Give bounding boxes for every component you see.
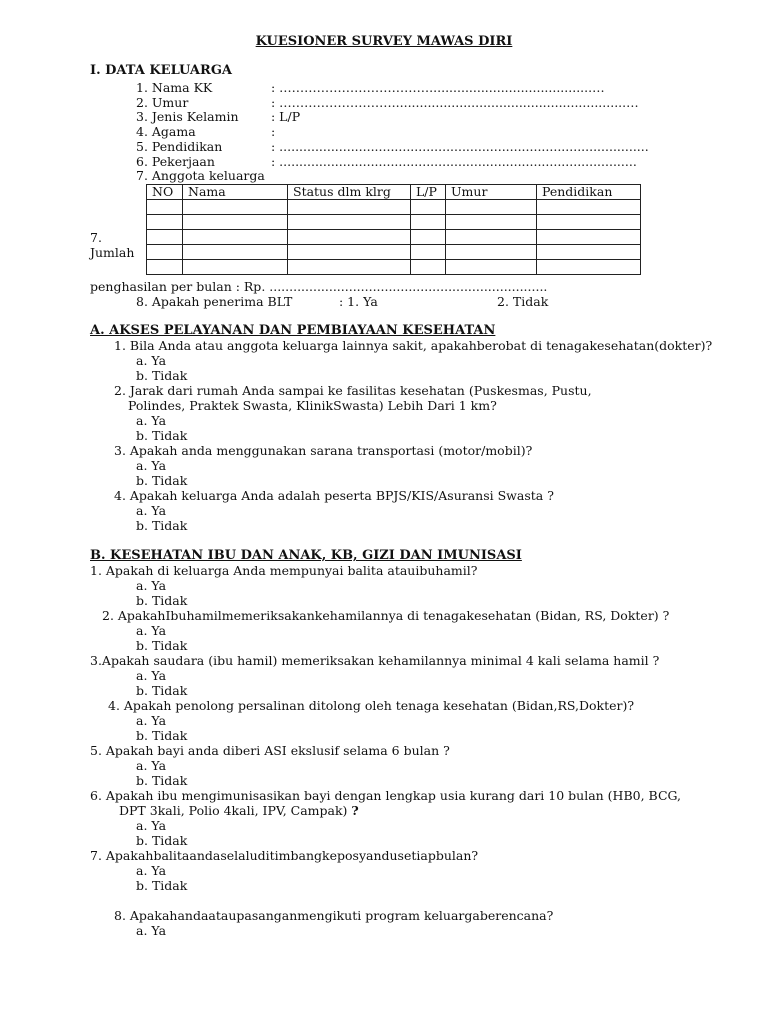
table-row (147, 260, 641, 275)
a-question-3: 3. Apakah anda menggunakan sarana transportasi (motor/mobil)? (114, 443, 533, 458)
table-row (147, 215, 641, 230)
table-cell[interactable] (537, 230, 641, 245)
income-line: penghasilan per bulan : Rp. ...................................................................... (90, 279, 548, 294)
b-question-6-line-2: DPT 3kali, Polio 4kali, IPV, Campak) (119, 803, 348, 818)
b-question-6-line-2-wrap (119, 803, 359, 818)
header-lp: L/P (411, 185, 446, 200)
table-cell[interactable] (147, 245, 183, 260)
header-nama: Nama (183, 185, 288, 200)
a-q3-option-b: b. Tidak (136, 473, 188, 488)
table-cell[interactable] (411, 230, 446, 245)
b-q3-option-b: b. Tidak (136, 683, 188, 698)
family-members-table (146, 184, 641, 275)
b-question-6-mark: ? (351, 803, 359, 818)
a-q3-option-a: a. Ya (136, 458, 167, 473)
field-label-agama: 4. Agama (136, 124, 196, 139)
table-cell[interactable] (147, 230, 183, 245)
header-pendidikan: Pendidikan (537, 185, 641, 200)
table-cell[interactable] (147, 200, 183, 215)
table-cell[interactable] (183, 215, 288, 230)
b-q4-option-a: a. Ya (136, 713, 167, 728)
b-question-3: 3.Apakah saudara (ibu hamil) memeriksakan kehamilannya minimal 4 kali selama hamil ? (90, 653, 660, 668)
b-q5-option-b: b. Tidak (136, 773, 188, 788)
table-row (147, 200, 641, 215)
field-value-agama: : (271, 124, 276, 139)
a-question-2-line-1: 2. Jarak dari rumah Anda sampai ke fasilitas kesehatan (Puskesmas, Pustu, (114, 383, 592, 398)
b-question-7: 7. Apakahbalitaandaselaluditimbangkeposyandusetiapbulan? (90, 848, 479, 863)
table-cell[interactable] (446, 245, 537, 260)
table-cell[interactable] (446, 200, 537, 215)
table-cell[interactable] (411, 215, 446, 230)
a-q2-option-b: b. Tidak (136, 428, 188, 443)
table-cell[interactable] (411, 260, 446, 275)
a-q1-option-a: a. Ya (136, 353, 167, 368)
b-question-8: 8. Apakahandaataupasanganmengikuti program keluargaberencana? (114, 908, 554, 923)
b-q1-option-b: b. Tidak (136, 593, 188, 608)
table-cell[interactable] (537, 260, 641, 275)
table-cell[interactable] (537, 200, 641, 215)
header-umur: Umur (446, 185, 537, 200)
blt-option-yes: : 1. Ya (339, 294, 378, 309)
field-value-pendidikan: : ............................................................................................. (271, 139, 649, 154)
a-question-4: 4. Apakah keluarga Anda adalah peserta BPJS/KIS/Asuransi Swasta ? (114, 488, 554, 503)
b-q4-option-b: b. Tidak (136, 728, 188, 743)
field-value-umur: : ………………………...........................................................… (271, 95, 639, 110)
b-q5-option-a: a. Ya (136, 758, 167, 773)
table-cell[interactable] (183, 245, 288, 260)
members-label: 7. Anggota keluarga (136, 168, 265, 183)
table-cell[interactable] (446, 230, 537, 245)
table-cell[interactable] (183, 200, 288, 215)
table-cell[interactable] (446, 215, 537, 230)
b-question-6-line-1: 6. Apakah ibu mengimunisasikan bayi dengan lengkap usia kurang dari 10 bulan (HB0, BCG, (90, 788, 682, 803)
b-q7-option-b: b. Tidak (136, 878, 188, 893)
b-q6-option-a: a. Ya (136, 818, 167, 833)
table-cell[interactable] (446, 260, 537, 275)
side-number: 7. (90, 230, 102, 245)
table-cell[interactable] (288, 260, 411, 275)
a-q1-option-b: b. Tidak (136, 368, 188, 383)
b-q8-option-a: a. Ya (136, 923, 167, 938)
b-q2-option-b: b. Tidak (136, 638, 188, 653)
blt-question: 8. Apakah penerima BLT (136, 294, 293, 309)
table-row (147, 245, 641, 260)
field-label-nama-kk: 1. Nama KK (136, 80, 213, 95)
table-cell[interactable] (288, 245, 411, 260)
b-q1-option-a: a. Ya (136, 578, 167, 593)
section-a-heading: A. AKSES PELAYANAN DAN PEMBIAYAAN KESEHATAN (90, 323, 496, 338)
field-value-pekerjaan: : .......................................................................................... (271, 154, 637, 169)
field-label-umur: 2. Umur (136, 95, 189, 110)
section-b-heading: B. KESEHATAN IBU DAN ANAK, KB, GIZI DAN IMUNISASI (90, 548, 522, 563)
b-question-1: 1. Apakah di keluarga Anda mempunyai balita atauibuhamil? (90, 563, 478, 578)
field-value-jenis-kelamin: : L/P (271, 109, 301, 124)
b-q2-option-a: a. Ya (136, 623, 167, 638)
field-label-pekerjaan: 6. Pekerjaan (136, 154, 215, 169)
table-cell[interactable] (288, 215, 411, 230)
table-cell[interactable] (411, 245, 446, 260)
field-label-pendidikan: 5. Pendidikan (136, 139, 223, 154)
a-q2-option-a: a. Ya (136, 413, 167, 428)
b-question-5: 5. Apakah bayi anda diberi ASI ekslusif selama 6 bulan ? (90, 743, 450, 758)
b-question-2: 2. ApakahIbuhamilmemeriksakankehamilannya di tenagakesehatan (Bidan, RS, Dokter) ? (102, 608, 670, 623)
table-cell[interactable] (537, 215, 641, 230)
blt-option-no: 2. Tidak (497, 294, 549, 309)
table-cell[interactable] (147, 260, 183, 275)
header-status: Status dlm klrg (288, 185, 411, 200)
a-question-2-line-2: Polindes, Praktek Swasta, KlinikSwasta) Lebih Dari 1 km? (128, 398, 497, 413)
table-cell[interactable] (147, 215, 183, 230)
header-no: NO (147, 185, 183, 200)
a-question-1: 1. Bila Anda atau anggota keluarga lainnya sakit, apakahberobat di tenagakesehatan(dokter)? (114, 338, 713, 353)
table-cell[interactable] (183, 260, 288, 275)
section-1-heading: I. DATA KELUARGA (90, 63, 233, 78)
table-cell[interactable] (183, 230, 288, 245)
table-row (147, 230, 641, 245)
table-cell[interactable] (537, 245, 641, 260)
table-cell[interactable] (411, 200, 446, 215)
a-q4-option-a: a. Ya (136, 503, 167, 518)
side-word-jumlah: Jumlah (90, 245, 135, 260)
b-question-4: 4. Apakah penolong persalinan ditolong oleh tenaga kesehatan (Bidan,RS,Dokter)? (108, 698, 635, 713)
b-q6-option-b: b. Tidak (136, 833, 188, 848)
page-title: KUESIONER SURVEY MAWAS DIRI (255, 34, 513, 49)
field-value-nama-kk: : ……………………………….........................................… (271, 80, 605, 95)
b-q3-option-a: a. Ya (136, 668, 167, 683)
a-q4-option-b: b. Tidak (136, 518, 188, 533)
b-q7-option-a: a. Ya (136, 863, 167, 878)
field-label-jenis-kelamin: 3. Jenis Kelamin (136, 109, 239, 124)
table-cell[interactable] (288, 200, 411, 215)
table-header-row (147, 185, 641, 200)
table-cell[interactable] (288, 230, 411, 245)
